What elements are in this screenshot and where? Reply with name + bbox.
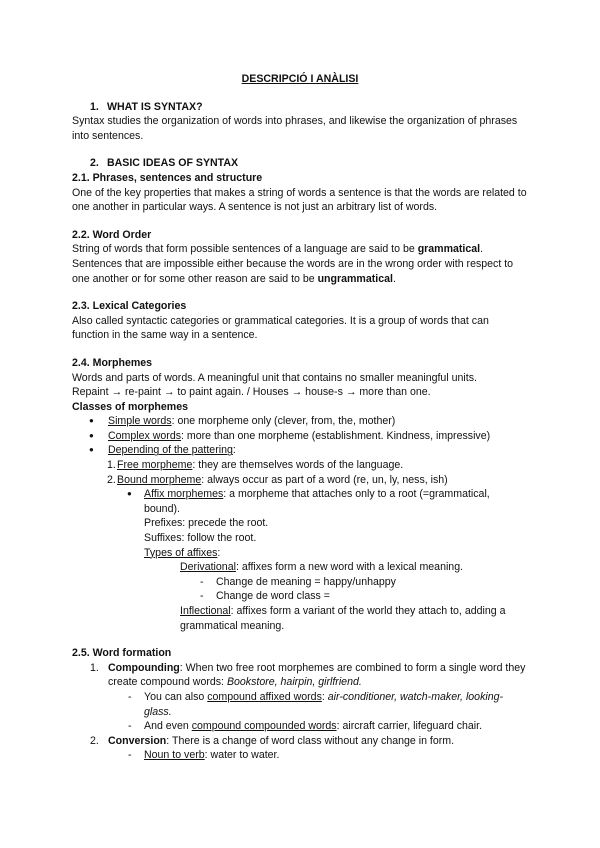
section-number: 1. [90,100,99,113]
underlined-term: compound compounded words [191,720,337,733]
text-run: : they are themselves words of the language. [192,459,404,472]
list-item-complex-words [72,429,528,444]
section-2-3-heading: 2.3. Lexical Categories [72,300,187,313]
compound-compounded-line [72,719,528,734]
change-meaning-line: - Change de meaning = happy/unhappy [72,575,528,590]
item-number: 1. [90,661,99,674]
noun-to-verb-line [72,748,528,763]
underlined-term: Bound morpheme [117,473,202,486]
list-item-simple-words [72,414,528,429]
underlined-term: Derivational [180,561,236,574]
text-run: : water to water. [204,749,280,762]
text-run: And even [144,720,192,733]
section-1-text: Syntax studies the organization of words into phrases, and likewise the organization of phrases into sentences. [72,115,518,142]
section-2-2-heading: 2.2. Word Order [72,228,152,241]
change-class-line: - Change de word class = [72,589,528,604]
text-run: : affixes form a new word with a lexical meaning. [235,561,464,574]
bold-term: ungrammatical [317,272,393,285]
text-run: : more than one morpheme (establishment. Kindness, impressive) [181,429,491,442]
morpheme-definition: Words and parts of words. A meaningful unit that contains no smaller meaningful units. [72,371,477,384]
underlined-term: Depending of the pattering [108,444,233,457]
section-title: BASIC IDEAS OF SYNTAX [107,157,239,170]
text-run: : [321,690,328,703]
section-1-heading [72,100,528,115]
underlined-term: compound affixed words [207,690,322,703]
item-number: 2. [90,734,99,747]
section-2-4-heading: 2.4. Morphemes [72,356,153,369]
text-run: : [217,546,221,559]
list-item-bound-morpheme [72,473,528,488]
types-of-affixes [72,546,528,561]
list-item-depending [72,443,528,458]
underlined-term: Types of affixes [144,546,218,559]
underlined-term: Complex words [108,429,182,442]
suffixes-line: Suffixes: follow the root. [144,532,257,545]
underlined-term: Noun to verb [144,749,205,762]
list-item-conversion [72,734,528,749]
list-item-compounding [72,661,528,690]
section-2-1-heading: 2.1. Phrases, sentences and structure [72,171,263,184]
bold-term: Compounding [108,661,180,674]
text-run: String of words that form possible sentences of a language are said to be [72,243,418,256]
underlined-term: Free morpheme [117,459,193,472]
item-number: 1. [107,459,116,472]
text-run: : aircraft carrier, lifeguard chair. [336,720,483,733]
prefixes-line: Prefixes: precede the root. [144,517,269,530]
text-run: : affixes form a variant of the world they attach to, adding a grammatical meaning. [180,605,506,632]
item-number: 2. [107,473,116,486]
text-run: : When two free root morphemes are combined to form a single word they create compound words: [108,661,526,689]
italic-examples: Bookstore, hairpin, girlfriend. [226,676,362,689]
section-2-heading [72,156,528,171]
document-title: DESCRIPCIÓ I ANÀLISI [241,73,359,85]
morpheme-example: Repaint → re-paint → to paint again. / Houses → house-s → more than one. [72,386,431,399]
text-run: . Sentences that are impossible either because the words are in the wrong order with respect to one another or for some other reason are said to be [72,243,514,285]
section-number: 2. [90,157,99,170]
section-title: WHAT IS SYNTAX? [107,100,203,113]
document-page [72,72,528,763]
bold-term: grammatical [417,243,481,256]
list-item-free-morpheme [72,458,528,473]
compound-affixed-line [72,690,528,719]
inflectional-line [72,604,528,633]
underlined-term: Inflectional [180,605,231,617]
underlined-term: Simple words [108,415,172,428]
text-run: You can also [144,690,208,703]
section-2-5-heading: 2.5. Word formation [72,647,172,660]
text-run: : There is a change of word class without any change in form. [166,734,455,747]
classes-heading: Classes of morphemes [72,400,188,413]
bold-term: Conversion [108,734,167,747]
text-run: . [392,272,396,285]
section-2-2-text [72,242,528,286]
section-2-3-text: Also called syntactic categories or grammatical categories. It is a group of words that can function in the same way in a sentence. [72,314,489,342]
section-2-1-text: One of the key properties that makes a string of words a sentence is that the words are related to one another in particular ways. A sentence is not just an arbitrary list of words. [72,186,527,214]
text-run: : a morpheme that attaches only to a root (=grammatical, bound). [144,488,490,515]
text-run: : always occur as part of a word (re, un, ly, ness, ish) [201,473,448,486]
text-run: : [232,444,236,457]
list-item-affix-morphemes [72,487,528,516]
underlined-term: Affix morphemes [144,488,224,501]
italic-examples: air-conditioner, watch-maker, looking-glass. [144,690,504,718]
text-run: : one morpheme only (clever, from, the, mother) [171,415,396,428]
derivational-line [72,560,528,575]
